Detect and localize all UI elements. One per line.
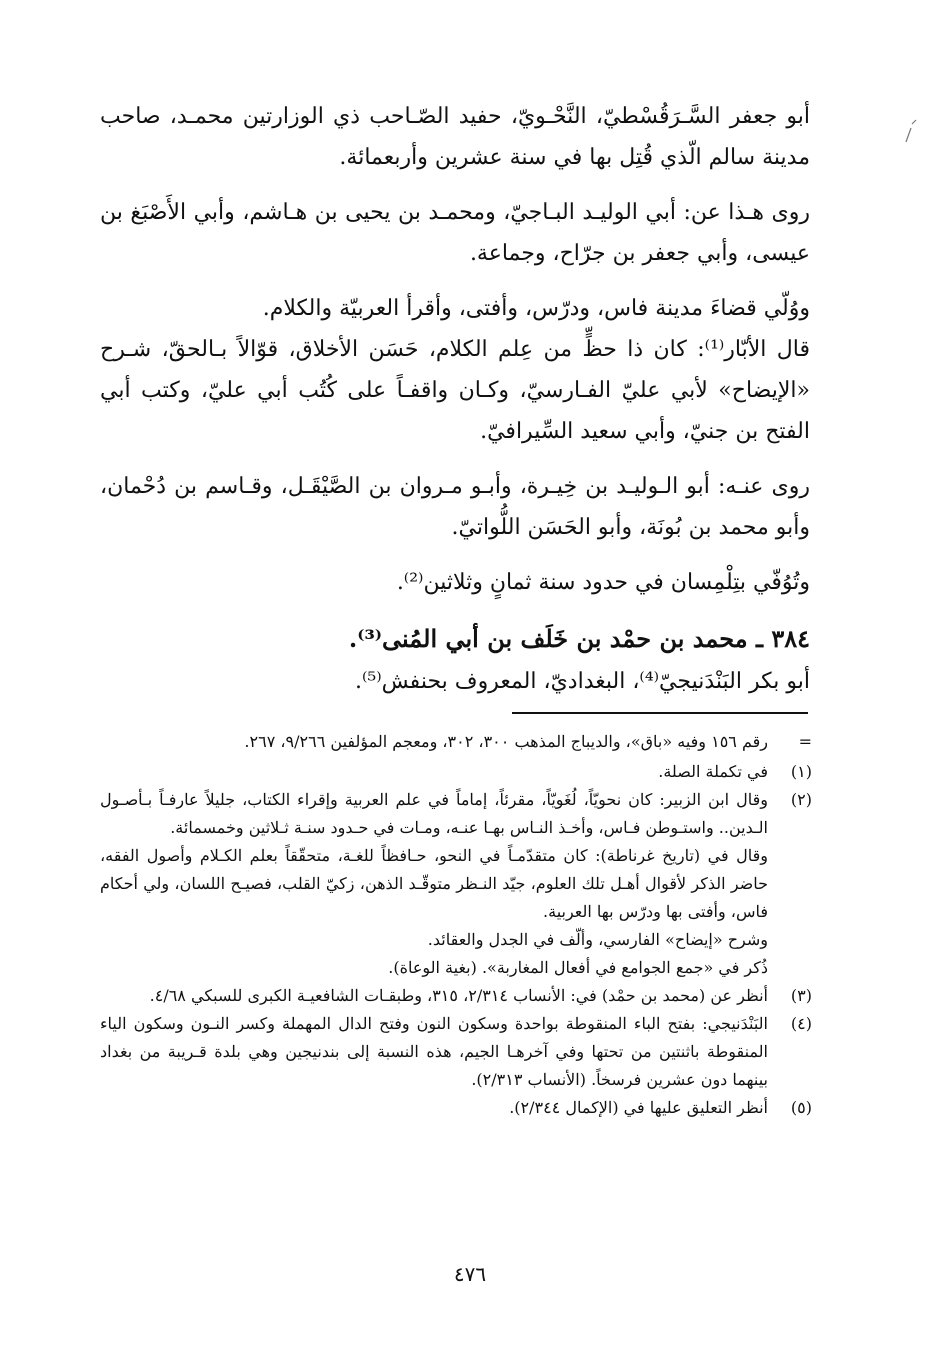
footnote-text: ذُكر في «جمع الجوامع في أفعال المغاربة». (بغية الوعاة). <box>388 958 768 977</box>
entry-first-line: أبو بكر البَنْدَنيجيّ⁽⁴⁾، البغداديّ، المعروف بحنفش⁽⁵⁾. <box>355 669 810 694</box>
footnote-text: وشرح «إيضاح» الفارسي، وألّف في الجدل والعقائد. <box>427 930 768 949</box>
footnote-mark: (١) <box>790 762 812 781</box>
paragraph-abbar-quote: قال الأبّار⁽¹⁾: كان ذا حظٍّ من عِلم الكلام، حَسَن الأخلاق، قوّالاً بـالحقّ، شـرح «الإيضاح» لأبي عليّ الفـارسيّ، وكـان واقفـاً على كُتُب أبي عليّ، وكتب أبي الفتح بن جنيّ، وأبي سعيد السِّيرافيّ. <box>100 337 810 444</box>
main-text <box>100 96 810 702</box>
page-number: ٤٧٦ <box>453 1262 487 1286</box>
paragraph-students: روى عنـه: أبو الـوليـد بن خِيـرة، وأبـو مـروان بن الصَّيْقَـل، وقـاسم بن دُحْمان، وأبو محمد بن بُونَة، وأبو الحَسَن اللُّواتيّ. <box>100 474 810 540</box>
footnote-4 <box>100 1010 812 1094</box>
footnote-text: وقال في (تاريخ غرناطة): كان متقدّمـاً في النحو، حـافظاً للغـة، متحقّقاً بعلم الكـلام وأصول الفقه، حاضر الذكر لأقوال أهـل تلك العلوم، جيّد النـظر متوقّـد الذهن، زكيّ القلب، فصيـح اللسان، ولي أحكام فاس، وأفتى بها ودرّس بها العربية. <box>100 846 768 921</box>
paragraph-teachers: روى هـذا عن: أبي الوليـد البـاجيّ، ومحمـد بن يحيى بن هـاشم، وأبي الأَصْبَغ بن عيسى، وأبي جعفر بن جرّاح، وجماعة. <box>100 200 811 266</box>
footnote-continuation <box>100 728 812 756</box>
footnote-mark: = <box>798 732 812 751</box>
footnote-separator <box>512 712 808 714</box>
footnote-text: البَنْدَنيجي: بفتح الباء المنقوطة بواحدة وسكون النون وفتح الدال المهملة وكسر النـون وسكون الياء المنقوطة باثنتين من تحتها وفي آخرهـا الجيم، هذه النسبة إلى بندنيجين وهي بلدة قـريبة من بغداد بينهما دون عشرين فرسخاً. (الأنساب ٢/٣١٣). <box>100 1014 768 1089</box>
footnote-mark: (٤) <box>790 1014 812 1033</box>
paragraph-lineage: أبو جعفر السَّـرَقُسْطيّ، النَّحْـويّ، حفيد الصّـاحب ذي الوزارتين محمـد، صاحب مدينة سالم الّذي قُتِل بها في سنة عشرين وأربعمائة. <box>100 104 810 170</box>
footnotes <box>100 728 812 1122</box>
footnote-2 <box>100 786 812 982</box>
footnote-text: رقم ١٥٦ وفيه «باق»، والديباج المذهب ٣٠٠، ٣٠٢، ومعجم المؤلفين ٩/٢٦٦، ٢٦٧. <box>244 732 768 751</box>
footnote-mark: (٣) <box>790 986 812 1005</box>
footnote-mark: (٥) <box>790 1098 812 1117</box>
paragraph-judgeship: ووُلّي قضاءَ مدينة فاس، ودرّس، وأفتى، وأقرأ العربيّة والكلام. <box>262 296 810 321</box>
entry-heading: ٣٨٤ ـ محمد بن حمْد بن خَلَف بن أبي المُنى⁽³⁾. <box>348 624 810 653</box>
footnote-1 <box>100 758 812 786</box>
margin-mark <box>904 118 918 144</box>
footnote-text: أنظر التعليق عليها في (الإكمال ٢/٣٤٤). <box>509 1098 768 1117</box>
footnote-3 <box>100 982 812 1010</box>
paragraph-death: وتُوُفّي بتِلْمِسان في حدود سنة ثمانٍ وثلاثين⁽²⁾. <box>396 570 810 595</box>
footnote-text: أنظر عن (محمد بن حمْد) في: الأنساب ٢/٣١٤، ٣١٥، وطبقـات الشافعيـة الكبرى للسبكي ٤/٦٨. <box>149 986 768 1005</box>
footnote-5 <box>100 1094 812 1122</box>
footnote-text: في تكملة الصلة. <box>658 762 768 781</box>
footnote-mark: (٢) <box>790 790 812 809</box>
footnote-text: وقال ابن الزبير: كان نحويّاً، لُغَويّاً، مقرئاً، إماماً في علم العربية وإقراء الكتاب، جليلاً عارفـاً بـأصـول الـدين.. واستـوطن فـاس، وأخـذ النـاس بهـا عنـه، ومـات في حـدود سنـة ثـلاثين وخمسمائة. <box>100 790 768 837</box>
